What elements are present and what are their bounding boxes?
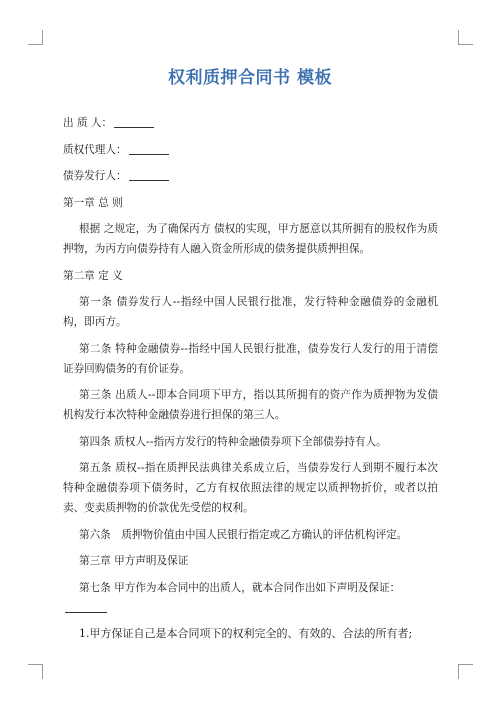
article-7-text: 第七条 甲方作为本合同中的出质人，就本合同作出如下声明及保证： xyxy=(79,581,401,594)
article-7-item-1: 1.甲方保证自己是本合同项下的权利完全的、有效的、合法的所有者; xyxy=(79,627,413,640)
chapter3-heading: 第三章 甲方声明及保证 xyxy=(79,555,189,567)
article-4: 第四条 质权人--指丙方发行的特种金融债券项下全部债券持有人。 xyxy=(79,435,387,448)
chapter1-heading: 第一章 总 则 xyxy=(63,196,123,209)
chapter2-heading: 第二章 定 义 xyxy=(63,269,123,282)
document-title: 权利质押合同书 模板 xyxy=(168,68,332,88)
agent-line xyxy=(63,140,438,160)
agent-blank xyxy=(129,144,169,155)
issuer-label: 债券发行人： xyxy=(63,170,127,182)
issuer-blank xyxy=(129,170,169,181)
article-5: 第五条 质权--指在质押民法典律关系成立后，当债券发行人到期不履行本次特种金融债券项下债务时，乙方有权依照法律的规定以质押物折价，或者以拍卖、变卖质押物的价款优先受偿的权利。 xyxy=(63,462,438,514)
pledgor-line xyxy=(63,113,438,133)
agent-label: 质权代理人： xyxy=(63,143,127,156)
crop-mark-top-right xyxy=(458,30,473,45)
article-7 xyxy=(63,578,438,618)
crop-mark-bottom-right xyxy=(458,664,473,679)
chapter1-body: 根据 之规定，为了确保丙方 债权的实现，甲方愿意以其所拥有的股权作为质押物，为丙方向债券持有人融入资金所形成的债务提供质押担保。 xyxy=(63,223,438,255)
article-1: 第一条 债券发行人--指经中国人民银行批准，发行特种金融债券的金融机构，即丙方。 xyxy=(63,296,438,328)
article-2: 第二条 特种金融债券--指经中国人民银行批准，债券发行人发行的用于清偿证券回购债务的有价证券。 xyxy=(63,342,438,375)
crop-mark-top-left xyxy=(28,30,43,45)
pledgor-blank xyxy=(114,117,154,128)
document-body xyxy=(63,113,438,644)
issuer-line xyxy=(63,166,438,186)
article-3: 第三条 出质人--即本合同项下甲方，指以其所拥有的资产作为质押物为发债机构发行本次特种金融债券进行担保的第三人。 xyxy=(63,389,438,421)
pledgor-label: 出 质 人： xyxy=(63,117,113,129)
article-6: 第六条 质押物价值由中国人民银行指定或乙方确认的评估机构评定。 xyxy=(79,528,408,541)
article-7-blank xyxy=(65,602,107,613)
crop-mark-bottom-left xyxy=(28,664,43,679)
